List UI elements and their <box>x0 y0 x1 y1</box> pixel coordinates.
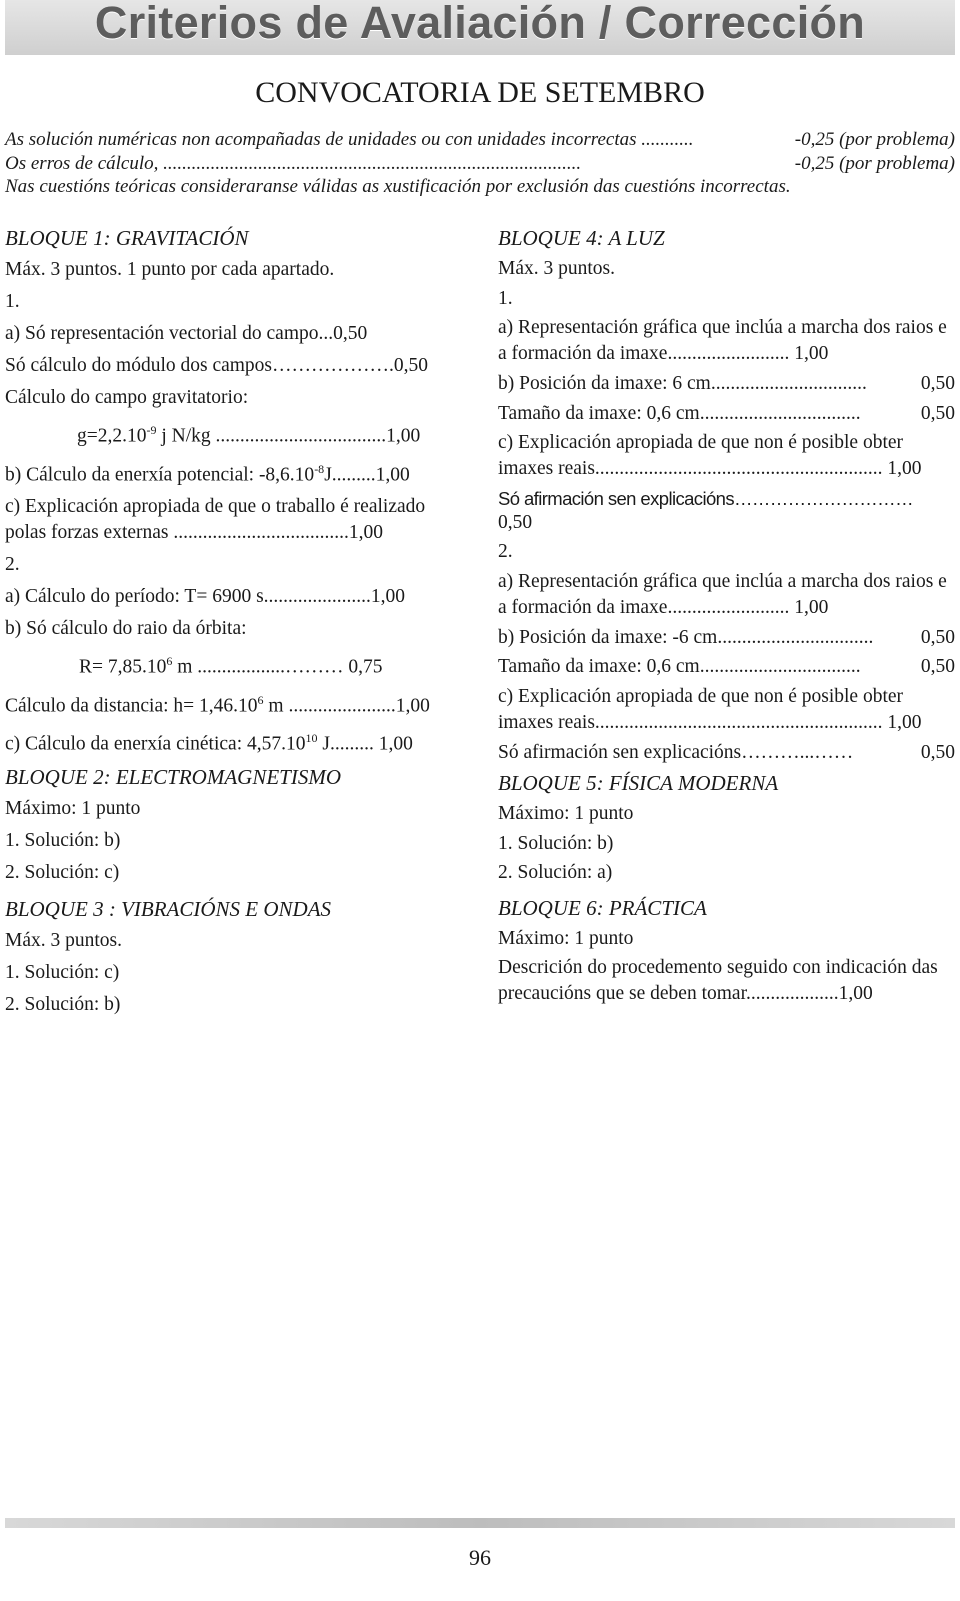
bloque4-q1a <box>498 315 955 367</box>
g-base: g=2,2.10 <box>77 425 147 447</box>
bloque4-q1-statement: Só afirmación sen explicacións………………………… <box>498 488 913 509</box>
bloque1-q1: 1. <box>5 291 20 312</box>
bloque1-q2a: a) Cálculo do período: T= 6900 s......................1,00 <box>5 586 406 607</box>
q2b-score: 0,50 <box>920 626 955 648</box>
bloque1-q2b: b) Só cálculo do raio da órbita: <box>5 618 247 639</box>
intro-line1-penalty: -0,25 (por problema) <box>794 129 955 150</box>
bloque1-q2: 2. <box>5 554 20 575</box>
bloque2-title: BLOQUE 2: ELECTROMAGNETISMO <box>5 764 341 789</box>
footer-divider <box>5 1518 955 1528</box>
intro-line-errors <box>5 152 955 176</box>
intro-line3-text: Nas cuestións teóricas consideraranse válidas as xustificación por exclusión das cuestións incorrectas. <box>5 176 791 197</box>
q1a-score: 1,00 <box>794 343 829 364</box>
bloque2-max: Máximo: 1 punto <box>5 797 141 819</box>
q1c-text: c) Explicación apropiada de que non é posible obter imaxes reais........................................................... <box>498 432 904 479</box>
bloque1-max: Máx. 3 puntos. 1 punto por cada apartado. <box>5 259 335 280</box>
q2c-score: 1,00 <box>887 711 922 733</box>
q2a-score: 1,00 <box>794 596 829 618</box>
q1b-exponent: -8 <box>314 461 325 476</box>
bloque3-title: BLOQUE 3 : VIBRACIÓNS E ONDAS <box>5 896 332 921</box>
bloque4-q2: 2. <box>498 541 513 562</box>
bloque4-q1b <box>498 369 955 399</box>
q1-size-text: Tamaño da imaxe: 0,6 cm................................. <box>498 402 861 424</box>
bloque5-max: Máximo: 1 punto <box>498 803 634 824</box>
kinetic-exponent: 10 <box>305 731 318 745</box>
radius-rest: m ..................……… 0,75 <box>172 656 383 678</box>
q1b-text: b) Posición da imaxe: 6 cm................................ <box>498 373 867 394</box>
radius-exponent: 6 <box>166 654 173 668</box>
bloque4-q1-statement-score: 0,50 <box>498 511 533 533</box>
intro-line2-penalty: -0,25 (por problema) <box>794 152 955 174</box>
q2b-text: b) Posición da imaxe: -6 cm................................ <box>498 626 874 648</box>
bloque4-q1-size <box>498 399 955 429</box>
distance-rest: m ......................1,00 <box>263 695 430 716</box>
g-exponent: -9 <box>146 423 157 437</box>
g-rest: j N/kg ...................................1,00 <box>156 425 421 447</box>
bloque1-q1a: a) Só representación vectorial do campo...0,50 <box>5 323 368 344</box>
bloque5-solution-2: 2. Solución: a) <box>498 862 613 883</box>
bloque3-solution-2: 2. Solución: b) <box>5 993 121 1015</box>
left-column <box>5 222 457 1021</box>
distance-exponent: 6 <box>257 692 264 707</box>
q1a-text: a) Representación gráfica que inclúa a marcha dos raios e a formación da imaxe......................... <box>498 317 947 364</box>
intro-block <box>5 128 955 199</box>
bloque4-q2-statement <box>498 738 955 768</box>
bloque5-solution-1: 1. Solución: b) <box>498 832 614 854</box>
distance-base: Cálculo da distancia: h= 1,46.10 <box>5 695 258 716</box>
bloque6-max: Máximo: 1 punto <box>498 927 634 949</box>
intro-line1-text: As solución numéricas non acompañadas de unidades ou con unidades incorrectas ........... <box>5 129 694 150</box>
bloque1-q1a-alt: Só cálculo do módulo dos campos……………….0,50 <box>5 355 429 376</box>
q1b-base: b) Cálculo da enerxía potencial: -8,6.10 <box>5 464 315 485</box>
intro-line-theory <box>5 175 955 199</box>
bloque5-title: BLOQUE 5: FÍSICA MODERNA <box>498 771 779 795</box>
bloque6-title: BLOQUE 6: PRÁCTICA <box>498 895 707 920</box>
q1b-rest: J.........1,00 <box>324 464 410 485</box>
page-number: 96 <box>469 1545 491 1570</box>
bloque1-radius <box>5 645 457 684</box>
q2-size-score: 0,50 <box>920 656 955 677</box>
intro-line-units <box>5 128 955 152</box>
q1b-score: 0,50 <box>920 373 955 394</box>
bloque4-q2-size <box>498 652 955 682</box>
bloque4-q1: 1. <box>498 287 513 309</box>
kinetic-rest: J......... 1,00 <box>317 733 413 755</box>
q2-statement-text: Só afirmación sen explicacións………...…… <box>498 741 854 763</box>
bloque4-q1c <box>498 430 955 482</box>
kinetic-base: c) Cálculo da enerxía cinética: 4,57.10 <box>5 733 306 755</box>
bloque1-q1b <box>5 453 457 492</box>
bloque1-distance <box>5 684 457 723</box>
bloque2-solution-1: 1. Solución: b) <box>5 829 121 851</box>
bloque4-q2c <box>498 684 955 736</box>
q2c-text: c) Explicación apropiada de que non é posible obter imaxes reais........................................................... <box>498 685 904 733</box>
right-column <box>498 222 955 1009</box>
q2a-text: a) Representación gráfica que inclúa a marcha dos raios e a formación da imaxe......................... <box>498 570 947 618</box>
bloque1-calc-label: Cálculo do campo gravitatorio: <box>5 387 249 408</box>
bloque1-kinetic <box>5 722 457 761</box>
subtitle: CONVOCATORIA DE SETEMBRO <box>255 76 705 109</box>
bloque3-solution-1: 1. Solución: c) <box>5 961 120 983</box>
q1c-score: 1,00 <box>887 458 922 479</box>
q2-statement-score: 0,50 <box>920 741 955 763</box>
bloque1-title: BLOQUE 1: GRAVITACIÓN <box>5 226 249 250</box>
bloque1-q1c: c) Explicación apropiada de que o traballo é realizado polas forzas externas ....................................1,00 <box>5 496 426 543</box>
bloque4-title: BLOQUE 4: A LUZ <box>498 226 665 250</box>
bloque4-q2b <box>498 623 955 653</box>
q1-size-score: 0,50 <box>920 402 955 424</box>
page-title: Criterios de Avaliación / Corrección <box>94 0 866 48</box>
q2-size-text: Tamaño da imaxe: 0,6 cm................................. <box>498 656 861 677</box>
intro-line2-text: Os erros de cálculo, ........................................................................................ <box>5 152 582 174</box>
bloque3-max: Máx. 3 puntos. <box>5 929 122 951</box>
bloque1-g-value <box>5 414 457 453</box>
bloque2-solution-2: 2. Solución: c) <box>5 861 120 883</box>
radius-base: R= 7,85.10 <box>79 656 167 678</box>
bloque6-description: Descrición do procedemento seguido con indicación das precaucións que se deben tomar...................1,00 <box>498 957 938 1004</box>
bloque4-max: Máx. 3 puntos. <box>498 258 615 279</box>
bloque4-q2a <box>498 569 955 621</box>
